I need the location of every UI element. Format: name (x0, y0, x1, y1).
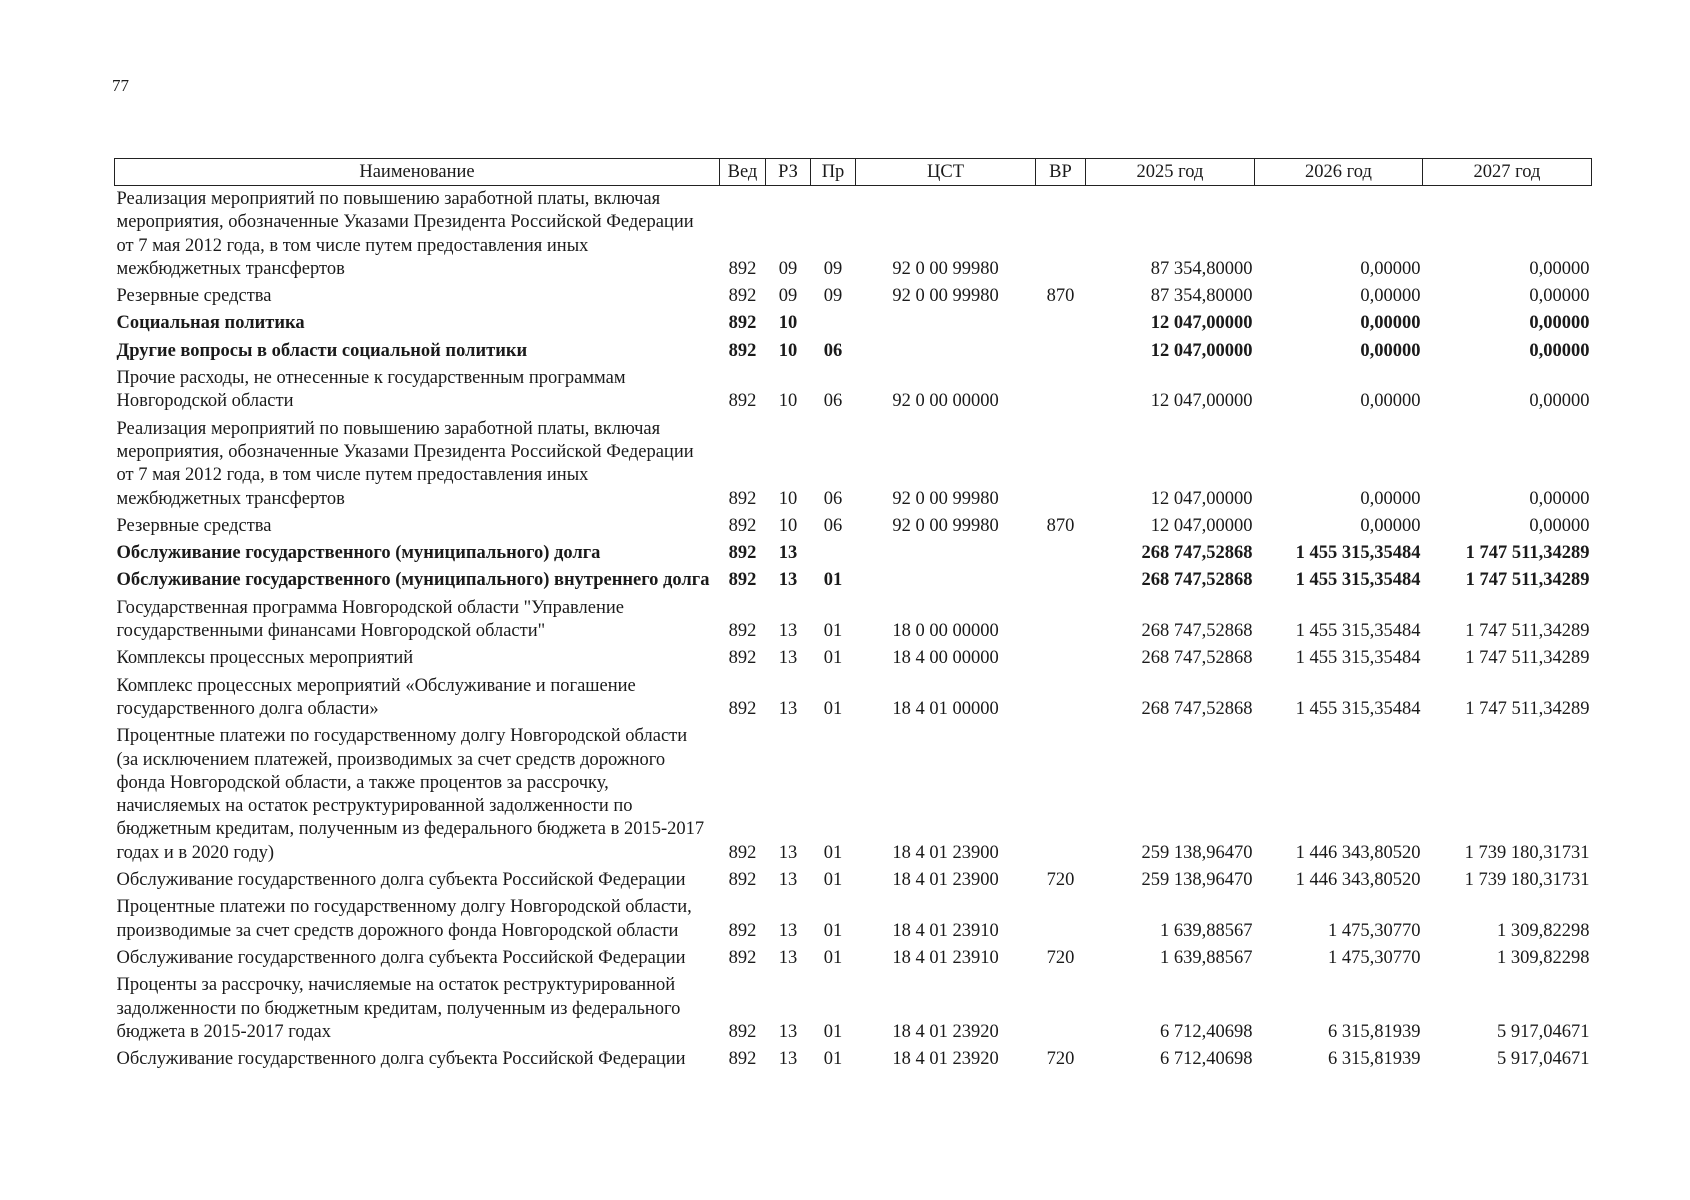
row-rz: 13 (778, 842, 798, 863)
row-rz: 13 (778, 570, 798, 591)
row-pr: 01 (823, 1049, 843, 1070)
header-2025: 2025 год (1086, 159, 1255, 186)
row-cst: 92 0 00 99980 (892, 515, 999, 536)
row-vr (1036, 542, 1086, 569)
row-value-2026: 1 446 343,80520 (1295, 870, 1421, 891)
table-row (115, 896, 1592, 947)
row-value-2027: 1 739 180,31731 (1464, 870, 1590, 891)
row-value-2025: 6 712,40698 (1160, 1049, 1253, 1070)
table-row (115, 312, 1592, 339)
header-pr: Пр (811, 159, 856, 186)
row-value-2025: 12 047,00000 (1150, 488, 1253, 509)
row-name: Другие вопросы в области социальной политики (116, 340, 528, 361)
row-cst: 18 4 00 00000 (892, 648, 999, 669)
row-value-2025: 268 747,52868 (1141, 570, 1253, 591)
row-vr (1036, 675, 1086, 726)
row-value-2025: 12 047,00000 (1150, 391, 1253, 412)
row-ved: 892 (728, 648, 757, 669)
row-ved: 892 (728, 1049, 757, 1070)
row-cst: 18 4 01 23910 (892, 920, 999, 941)
row-value-2025: 87 354,80000 (1150, 258, 1253, 279)
row-cst: 18 4 01 23920 (892, 1049, 999, 1070)
table-row (115, 186, 1592, 286)
row-ved: 892 (728, 258, 757, 279)
row-value-2025: 259 138,96470 (1141, 842, 1253, 863)
row-value-2027: 1 747 511,34289 (1465, 543, 1590, 564)
table-row (115, 1048, 1592, 1075)
row-cst: 18 4 01 23900 (892, 870, 999, 891)
row-rz: 13 (778, 648, 798, 669)
table-row (115, 597, 1592, 648)
row-value-2025: 1 639,88567 (1160, 920, 1253, 941)
row-value-2027: 5 917,04671 (1497, 1049, 1590, 1070)
header-ved: Вед (720, 159, 766, 186)
row-value-2026: 0,00000 (1360, 340, 1421, 361)
row-rz: 10 (778, 313, 798, 334)
row-cst: 18 0 00 00000 (892, 621, 999, 642)
row-value-2025: 268 747,52868 (1141, 543, 1253, 564)
row-value-2026: 1 446 343,80520 (1295, 842, 1421, 863)
table-row (115, 515, 1592, 542)
row-name: Обслуживание государственного долга субъекта Российской Федерации (116, 1049, 686, 1070)
row-name: Резервные средства (116, 286, 272, 307)
table-row (115, 974, 1592, 1048)
row-rz: 13 (778, 698, 798, 719)
row-cst (856, 542, 1036, 569)
row-vr (1036, 974, 1086, 1048)
row-pr (811, 312, 856, 339)
row-ved: 892 (728, 391, 757, 412)
row-pr (811, 542, 856, 569)
row-vr (1036, 418, 1086, 515)
row-vr: 720 (1046, 947, 1075, 968)
row-pr: 09 (823, 286, 843, 307)
row-rz: 13 (778, 947, 798, 968)
row-vr: 870 (1046, 286, 1075, 307)
row-ved: 892 (728, 947, 757, 968)
row-ved: 892 (728, 340, 757, 361)
row-value-2025: 259 138,96470 (1141, 870, 1253, 891)
row-value-2026: 0,00000 (1360, 391, 1421, 412)
row-value-2026: 0,00000 (1360, 286, 1421, 307)
row-cst: 18 4 01 23910 (892, 947, 999, 968)
row-value-2025: 1 639,88567 (1160, 947, 1253, 968)
row-value-2026: 1 455 315,35484 (1295, 648, 1421, 669)
table-body (115, 186, 1592, 1076)
row-vr: 870 (1046, 515, 1075, 536)
row-pr: 01 (823, 570, 843, 591)
row-vr (1036, 597, 1086, 648)
row-name: Процентные платежи по государственному долгу Новгородской области, производимые за счет средств дорожного фонда Новгородской области (116, 897, 692, 941)
row-pr: 06 (823, 391, 843, 412)
row-value-2027: 0,00000 (1529, 391, 1590, 412)
row-value-2027: 0,00000 (1529, 340, 1590, 361)
row-value-2026: 1 475,30770 (1328, 920, 1421, 941)
row-ved: 892 (728, 286, 757, 307)
row-name: Обслуживание государственного (муниципального) внутреннего долга (116, 570, 710, 591)
row-vr (1036, 186, 1086, 286)
row-ved: 892 (728, 543, 757, 564)
row-value-2026: 0,00000 (1360, 313, 1421, 334)
row-name: Государственная программа Новгородской области "Управление государственными финансами Новгородской области" (116, 597, 624, 642)
row-rz: 10 (778, 340, 798, 361)
row-rz: 13 (778, 1021, 798, 1042)
row-value-2025: 12 047,00000 (1150, 340, 1253, 361)
row-value-2025: 268 747,52868 (1141, 621, 1253, 642)
header-2027: 2027 год (1423, 159, 1592, 186)
row-ved: 892 (728, 515, 757, 536)
row-rz: 13 (778, 621, 798, 642)
row-cst: 92 0 00 00000 (892, 391, 999, 412)
row-rz: 10 (778, 391, 798, 412)
row-pr: 01 (823, 947, 843, 968)
row-vr: 720 (1046, 1049, 1075, 1070)
row-value-2027: 1 747 511,34289 (1465, 621, 1590, 642)
row-vr (1036, 312, 1086, 339)
row-cst: 92 0 00 99980 (892, 488, 999, 509)
row-value-2026: 1 455 315,35484 (1295, 570, 1421, 591)
row-ved: 892 (728, 313, 757, 334)
row-rz: 13 (778, 920, 798, 941)
header-2026: 2026 год (1255, 159, 1423, 186)
row-value-2027: 1 309,82298 (1497, 920, 1590, 941)
table-row (115, 675, 1592, 726)
row-name: Комплекс процессных мероприятий «Обслуживание и погашение государственного долга области» (116, 675, 636, 719)
row-value-2027: 0,00000 (1529, 258, 1590, 279)
row-name: Процентные платежи по государственному долгу Новгородской области (за исключением платежей, производимых за счет средств дорожного фонда Новгородской области, а также процентов за рассрочку, начисляемых на остаток реструктурированной задолженности по бюджетным кредитам, полученным из федерального бюджета в 2015-2017 годах и в 2020 году) (116, 726, 705, 863)
row-name: Проценты за рассрочку, начисляемые на остаток реструктурированной задолженности по бюджетным кредитам, полученным из федерального бюджета в 2015-2017 годах (116, 975, 681, 1042)
header-vr: ВР (1036, 159, 1086, 186)
row-value-2027: 1 747 511,34289 (1465, 698, 1590, 719)
row-pr: 06 (823, 340, 843, 361)
table-row (115, 340, 1592, 367)
row-vr: 720 (1046, 870, 1075, 891)
row-name: Комплексы процессных мероприятий (116, 648, 414, 669)
row-name: Социальная политика (116, 313, 305, 334)
row-cst: 92 0 00 99980 (892, 286, 999, 307)
row-cst: 18 4 01 23920 (892, 1021, 999, 1042)
table-row (115, 367, 1592, 418)
row-vr (1036, 896, 1086, 947)
row-value-2026: 1 475,30770 (1328, 947, 1421, 968)
row-ved: 892 (728, 1021, 757, 1042)
row-rz: 09 (778, 258, 798, 279)
row-value-2027: 1 309,82298 (1497, 947, 1590, 968)
row-rz: 13 (778, 543, 798, 564)
table-row (115, 569, 1592, 596)
row-value-2027: 5 917,04671 (1497, 1021, 1590, 1042)
row-vr (1036, 725, 1086, 869)
row-value-2025: 87 354,80000 (1150, 286, 1253, 307)
row-ved: 892 (728, 920, 757, 941)
row-rz: 13 (778, 1049, 798, 1070)
row-rz: 10 (778, 488, 798, 509)
row-pr: 06 (823, 515, 843, 536)
row-ved: 892 (728, 621, 757, 642)
table-row (115, 869, 1592, 896)
row-cst (856, 340, 1036, 367)
budget-table (114, 158, 1592, 1075)
row-value-2025: 12 047,00000 (1150, 313, 1253, 334)
row-cst (856, 569, 1036, 596)
row-name: Прочие расходы, не отнесенные к государственным программам Новгородской области (116, 368, 626, 412)
row-name: Реализация мероприятий по повышению заработной платы, включая мероприятия, обозначенные Указами Президента Российской Федерации от 7 мая 2012 года, в том числе путем предоставления иных межбюджетных трансфертов (116, 189, 694, 279)
row-value-2027: 1 747 511,34289 (1465, 570, 1590, 591)
row-pr: 01 (823, 870, 843, 891)
row-pr: 01 (823, 648, 843, 669)
row-value-2025: 268 747,52868 (1141, 648, 1253, 669)
row-pr: 01 (823, 1021, 843, 1042)
table-row (115, 947, 1592, 974)
row-value-2027: 0,00000 (1529, 488, 1590, 509)
row-ved: 892 (728, 842, 757, 863)
row-value-2026: 6 315,81939 (1328, 1021, 1421, 1042)
row-pr: 01 (823, 920, 843, 941)
row-value-2026: 0,00000 (1360, 515, 1421, 536)
row-value-2027: 1 739 180,31731 (1464, 842, 1590, 863)
row-name: Обслуживание государственного (муниципального) долга (116, 543, 601, 564)
row-cst: 92 0 00 99980 (892, 258, 999, 279)
row-value-2026: 1 455 315,35484 (1295, 698, 1421, 719)
row-pr: 01 (823, 621, 843, 642)
header-name: Наименование (115, 159, 720, 186)
row-cst (856, 312, 1036, 339)
row-value-2026: 6 315,81939 (1328, 1049, 1421, 1070)
row-value-2026: 1 455 315,35484 (1295, 543, 1421, 564)
row-name: Резервные средства (116, 515, 272, 536)
table-row (115, 285, 1592, 312)
row-ved: 892 (728, 698, 757, 719)
row-pr: 09 (823, 258, 843, 279)
row-name: Обслуживание государственного долга субъекта Российской Федерации (116, 947, 686, 968)
row-name: Реализация мероприятий по повышению заработной платы, включая мероприятия, обозначенные Указами Президента Российской Федерации от 7 мая 2012 года, в том числе путем предоставления иных межбюджетных трансфертов (116, 418, 694, 509)
row-value-2027: 0,00000 (1529, 515, 1590, 536)
table-row (115, 418, 1592, 515)
row-value-2025: 6 712,40698 (1160, 1021, 1253, 1042)
header-cst: ЦСТ (856, 159, 1036, 186)
row-value-2026: 0,00000 (1360, 258, 1421, 279)
row-value-2027: 0,00000 (1529, 286, 1590, 307)
table-row (115, 647, 1592, 674)
row-value-2027: 0,00000 (1529, 313, 1590, 334)
row-rz: 10 (778, 515, 798, 536)
table-header-row (115, 159, 1592, 186)
row-ved: 892 (728, 570, 757, 591)
row-name: Обслуживание государственного долга субъекта Российской Федерации (116, 870, 686, 891)
page-number: 77 (112, 76, 129, 95)
row-cst: 18 4 01 23900 (892, 842, 999, 863)
row-pr: 06 (823, 488, 843, 509)
row-value-2026: 1 455 315,35484 (1295, 621, 1421, 642)
row-ved: 892 (728, 870, 757, 891)
row-vr (1036, 340, 1086, 367)
row-cst: 18 4 01 00000 (892, 698, 999, 719)
row-value-2025: 268 747,52868 (1141, 698, 1253, 719)
row-ved: 892 (728, 488, 757, 509)
row-value-2026: 0,00000 (1360, 488, 1421, 509)
row-vr (1036, 367, 1086, 418)
header-rz: РЗ (766, 159, 811, 186)
row-vr (1036, 569, 1086, 596)
row-pr: 01 (823, 842, 843, 863)
row-value-2027: 1 747 511,34289 (1465, 648, 1590, 669)
row-value-2025: 12 047,00000 (1150, 515, 1253, 536)
row-rz: 09 (778, 286, 798, 307)
table-row (115, 542, 1592, 569)
row-pr: 01 (823, 698, 843, 719)
row-rz: 13 (778, 870, 798, 891)
table-row (115, 725, 1592, 869)
row-vr (1036, 647, 1086, 674)
